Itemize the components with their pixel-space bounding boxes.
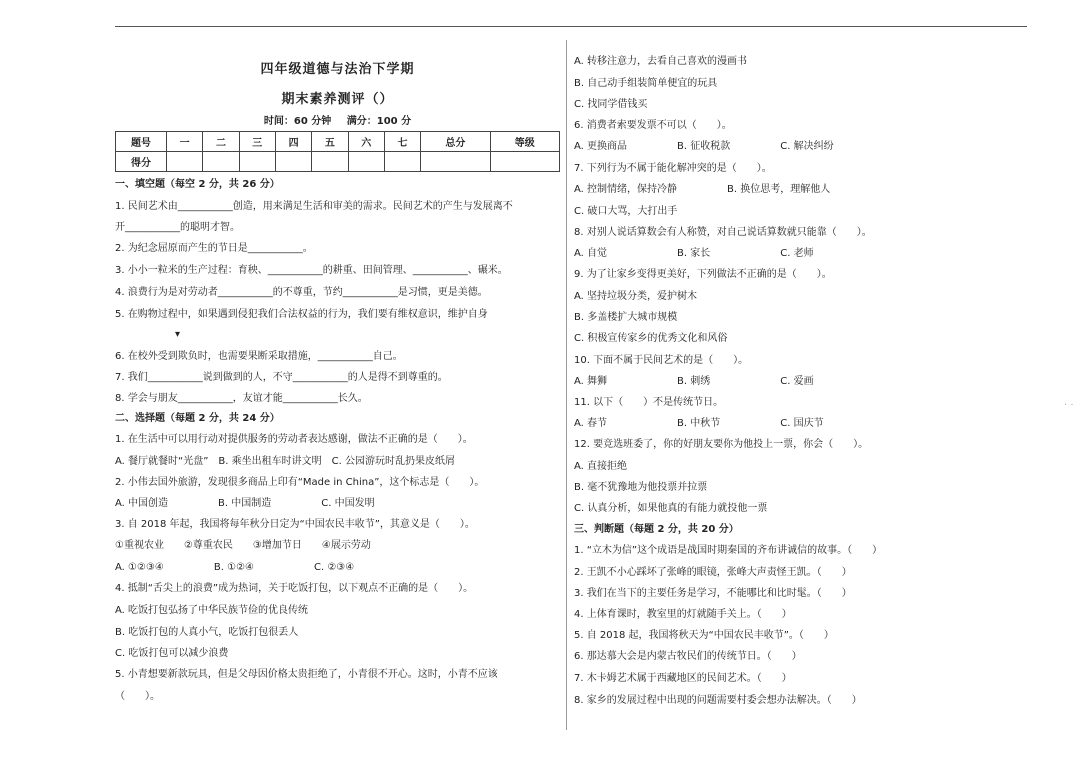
question-line: 开___________的聪明才智。 — [115, 222, 240, 233]
question-line: 1. “立木为信”这个成语是战国时期秦国的齐布讲诚信的故事。（ ） — [574, 545, 883, 556]
score-cell — [203, 152, 239, 172]
question-line: 9. 为了让家乡变得更美好，下列做法不正确的是（ ）。 — [574, 269, 832, 280]
question-line: A. 直接拒绝 — [574, 461, 628, 472]
score-table-header-cell: 七 — [384, 132, 420, 152]
question-line: A. 春节 B. 中秋节 C. 国庆节 — [574, 418, 824, 429]
question-line: 4. 浪费行为是对劳动者___________的不尊重，节约___________是习惯，更是美德。 — [115, 287, 488, 298]
question-line: 3. 自 2018 年起，我国将每年秋分日定为“中国农民丰收节”，其意义是（ ）。 — [115, 519, 475, 530]
question-line: B. 毫不犹豫地为他投票并拉票 — [574, 482, 708, 493]
question-line: 10. 下面不属于民间艺术的是（ ）。 — [574, 355, 749, 366]
score-label: 满分：100 分 — [346, 116, 412, 127]
question-line: A. 转移注意力，去看自己喜欢的漫画书 — [574, 56, 748, 67]
time-label: 时间：60 分钟 — [263, 116, 332, 127]
question-line: ①重视农业 ②尊重农民 ③增加节日 ④展示劳动 — [115, 540, 371, 551]
score-table-header-cell: 二 — [203, 132, 239, 152]
score-table-header-cell: 三 — [239, 132, 275, 152]
score-table-header-cell: 总分 — [421, 132, 490, 152]
column-divider — [566, 40, 567, 730]
question-line: C. 找同学借钱买 — [574, 99, 648, 110]
question-line: 8. 学会与朋友___________，友谊才能___________长久。 — [115, 393, 368, 404]
question-line: 3. 小小一粒米的生产过程：育秧、___________的耕重、田间管理、___________、碾米。 — [115, 265, 508, 276]
question-line: C. 积极宣传家乡的优秀文化和风俗 — [574, 333, 728, 344]
score-table-header-cell: 六 — [348, 132, 384, 152]
edge-mark: · · — [1064, 400, 1074, 411]
question-line: 12. 要竞选班委了，你的好朋友要你为他投上一票，你会（ ）。 — [574, 439, 869, 450]
score-cell — [239, 152, 275, 172]
question-line: C. 吃饭打包可以减少浪费 — [115, 648, 229, 659]
question-line: B. 多盖楼扩大城市规模 — [574, 312, 678, 323]
score-table-score-row — [116, 152, 560, 172]
question-line: 5. 在购物过程中，如果遇到侵犯我们合法权益的行为，我们要有维权意识，维护自身 — [115, 309, 488, 320]
score-cell — [167, 152, 203, 172]
score-cell — [490, 152, 559, 172]
question-line: 4. 抵制“舌尖上的浪费”成为热词，关于吃饭打包，以下观点不正确的是（ ）。 — [115, 583, 474, 594]
question-line: 2. 小伟去国外旅游，发现很多商品上印有“Made in China”，这个标志是（ ）。 — [115, 477, 485, 488]
question-line: 5. 自 2018 起，我国将秋天为“中国农民丰收节”。（ ） — [574, 630, 834, 641]
question-line: 11. 以下（ ）不是传统节日。 — [574, 397, 724, 408]
question-line: 1. 在生活中可以用行动对提供服务的劳动者表达感谢，做法不正确的是（ ）。 — [115, 434, 473, 445]
question-line: 2. 王凯不小心踩坏了张峰的眼镜，张峰大声责怪王凯。（ ） — [574, 567, 852, 578]
question-line: ▾ — [175, 329, 181, 340]
exam-time-score — [115, 112, 560, 127]
question-line: B. 自己动手组装简单便宜的玩具 — [574, 78, 718, 89]
question-line: 7. 我们___________说到做到的人，不守___________的人是得不到尊重的。 — [115, 372, 448, 383]
exam-subtitle: 期末素养测评（） — [281, 92, 394, 107]
question-line: A. 自觉 B. 家长 C. 老师 — [574, 248, 814, 259]
section-heading: 三、判断题（每题 2 分，共 20 分） — [574, 524, 739, 535]
question-line: C. 认真分析，如果他真的有能力就投他一票 — [574, 503, 768, 514]
question-line: 1. 民间艺术由___________创造，用来满足生活和审美的需求。民间艺术的产生与发展离不 — [115, 201, 513, 212]
exam-title: 四年级道德与法治下学期 — [260, 62, 415, 77]
score-table-header-cell: 四 — [275, 132, 311, 152]
score-table-header-cell: 五 — [312, 132, 348, 152]
question-line: A. 更换商品 B. 征收税款 C. 解决纠纷 — [574, 141, 834, 152]
score-table — [115, 131, 560, 172]
question-line: （ ）。 — [115, 691, 160, 702]
score-table-header-cell: 一 — [167, 132, 203, 152]
score-cell — [421, 152, 490, 172]
score-table-header-cell: 等级 — [490, 132, 559, 152]
question-line: 6. 在校外受到欺负时，也需要果断采取措施，___________自己。 — [115, 351, 403, 362]
question-line: 3. 我们在当下的主要任务是学习，不能哪比和比时髦。（ ） — [574, 588, 852, 599]
question-line: B. 吃饭打包的人真小气，吃饭打包很丢人 — [115, 627, 299, 638]
score-row-label: 得分 — [116, 152, 167, 172]
question-line: 7. 下列行为不属于能化解冲突的是（ ）。 — [574, 163, 772, 174]
question-line: A. 吃饭打包弘扬了中华民族节俭的优良传统 — [115, 605, 309, 616]
score-table-header-cell: 题号 — [116, 132, 167, 152]
section-heading: 一、填空题（每空 2 分，共 26 分） — [115, 179, 280, 190]
question-line: A. 中国创造 B. 中国制造 C. 中国发明 — [115, 498, 375, 509]
question-line: A. 舞狮 B. 刺绣 C. 爱画 — [574, 376, 814, 387]
question-line: A. 餐厅就餐时“光盘” B. 乘坐出租车时讲文明 C. 公园游玩时乱扔果皮纸屑 — [115, 456, 455, 467]
question-line: A. 控制情绪，保持冷静 B. 换位思考，理解他人 — [574, 184, 831, 195]
question-line: 5. 小青想要新款玩具，但是父母因价格太贵拒绝了，小青很不开心。这时，小青不应该 — [115, 669, 498, 680]
question-line: 6. 消费者索要发票不可以（ ）。 — [574, 120, 732, 131]
question-line: 7. 木卡姆艺术属于西藏地区的民间艺术。（ ） — [574, 673, 792, 684]
question-line: A. 坚持垃圾分类，爱护树木 — [574, 291, 698, 302]
score-cell — [348, 152, 384, 172]
question-line: 4. 上体育课时，教室里的灯就随手关上。（ ） — [574, 609, 792, 620]
section-heading: 二、选择题（每题 2 分，共 24 分） — [115, 413, 280, 424]
question-line: 8. 家乡的发展过程中出现的问题需要村委会想办法解决。（ ） — [574, 695, 862, 706]
score-cell — [384, 152, 420, 172]
question-line: C. 破口大骂，大打出手 — [574, 206, 678, 217]
question-line: 8. 对别人说话算数会有人称赞，对自己说话算数就只能靠（ ）。 — [574, 227, 872, 238]
question-line: 2. 为纪念屈原而产生的节日是___________。 — [115, 243, 313, 254]
top-divider — [115, 26, 1027, 27]
question-line: 6. 那达慕大会是内蒙古牧民们的传统节日。（ ） — [574, 651, 802, 662]
score-cell — [312, 152, 348, 172]
score-table-header-row — [116, 132, 560, 152]
score-cell — [275, 152, 311, 172]
question-line: A. ①②③④ B. ①②④ C. ②③④ — [115, 562, 355, 573]
